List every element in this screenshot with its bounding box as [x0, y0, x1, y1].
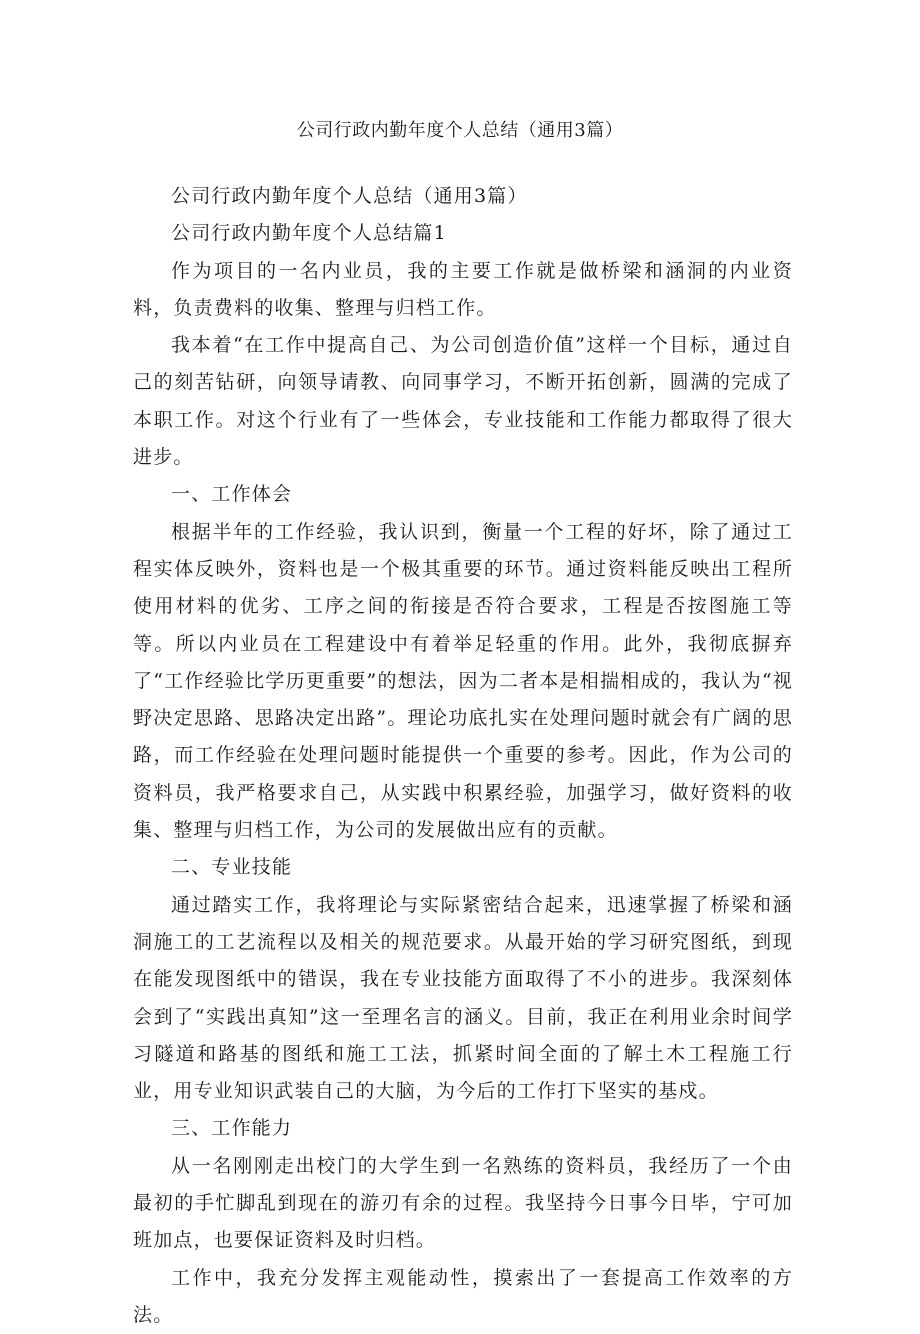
paragraph-work-method: 工作中，我充分发挥主观能动性，摸索出了一套提高工作效率的方法。: [133, 1266, 793, 1326]
heading-professional-skills: 二、专业技能: [171, 856, 293, 879]
heading-work-ability: 三、工作能力: [171, 1117, 293, 1140]
heading-work-experience: 一、工作体会: [171, 483, 293, 506]
document-title: 公司行政内勤年度个人总结（通用3篇）: [296, 120, 624, 141]
section-title-article-1: 公司行政内勤年度个人总结篇1: [171, 222, 447, 245]
paragraph-goal: 我本着“在工作中提高自己、为公司创造价值”这样一个目标，通过自己的刻苦钻研，向领导请教、向同事学习，不断开拓创新，圆满的完成了本职工作。对这个行业有了一些体会，专业技能和工作能力都取得了很大进步。: [133, 334, 793, 469]
subtitle: 公司行政内勤年度个人总结（通用3篇）: [171, 185, 528, 207]
paragraph-professional-skills: 通过踏实工作，我将理论与实际紧密结合起来，迅速掌握了桥梁和涵洞施工的工艺流程以及相关的规范要求。从最开始的学习研究图纸，到现在能发现图纸中的错误，我在专业技能方面取得了不小的进步。我深刻体会到了“实践出真知”这一至理名言的涵义。目前，我正在利用业余时间学习隧道和路基的图纸和施工工法，抓紧时间全面的了解土木工程施工行业，用专业知识武装自己的大脑，为今后的工作打下坚实的基戍。: [133, 893, 793, 1103]
document-body: [133, 178, 793, 1334]
paragraph-intro: 作为项目的一名内业员，我的主要工作就是做桥梁和涵洞的内业资料，负责费料的收集、整理与归档工作。: [133, 259, 793, 319]
paragraph-work-ability: 从一名刚刚走出校门的大学生到一名熟练的资料员，我经历了一个由最初的手忙脚乱到现在的游刃有余的过程。我坚持今日事今日毕，宁可加班加点，也要保证资料及时归档。: [133, 1154, 793, 1252]
paragraph-work-experience: 根据半年的工作经验，我认识到，衡量一个工程的好坏，除了通过工程实体反映外，资料也是一个极其重要的环节。通过资料能反映出工程所使用材料的优劣、工序之间的衔接是否符合要求，工程是否按图施工等等。所以内业员在工程建设中有着举足轻重的作用。此外，我彻底摒弃了“工作经验比学历更重要”的想法，因为二者本是相揣相成的，我认为“视野决定思路、思路决定出路”。理论功底扎实在处理问题时就会有广阔的思路，而工作经验在处理问题时能提供一个重要的参考。因此，作为公司的资料员，我严格要求自己，从实践中积累经验，加强学习，做好资料的收集、整理与归档工作，为公司的发展做出应有的贡献。: [133, 520, 793, 842]
